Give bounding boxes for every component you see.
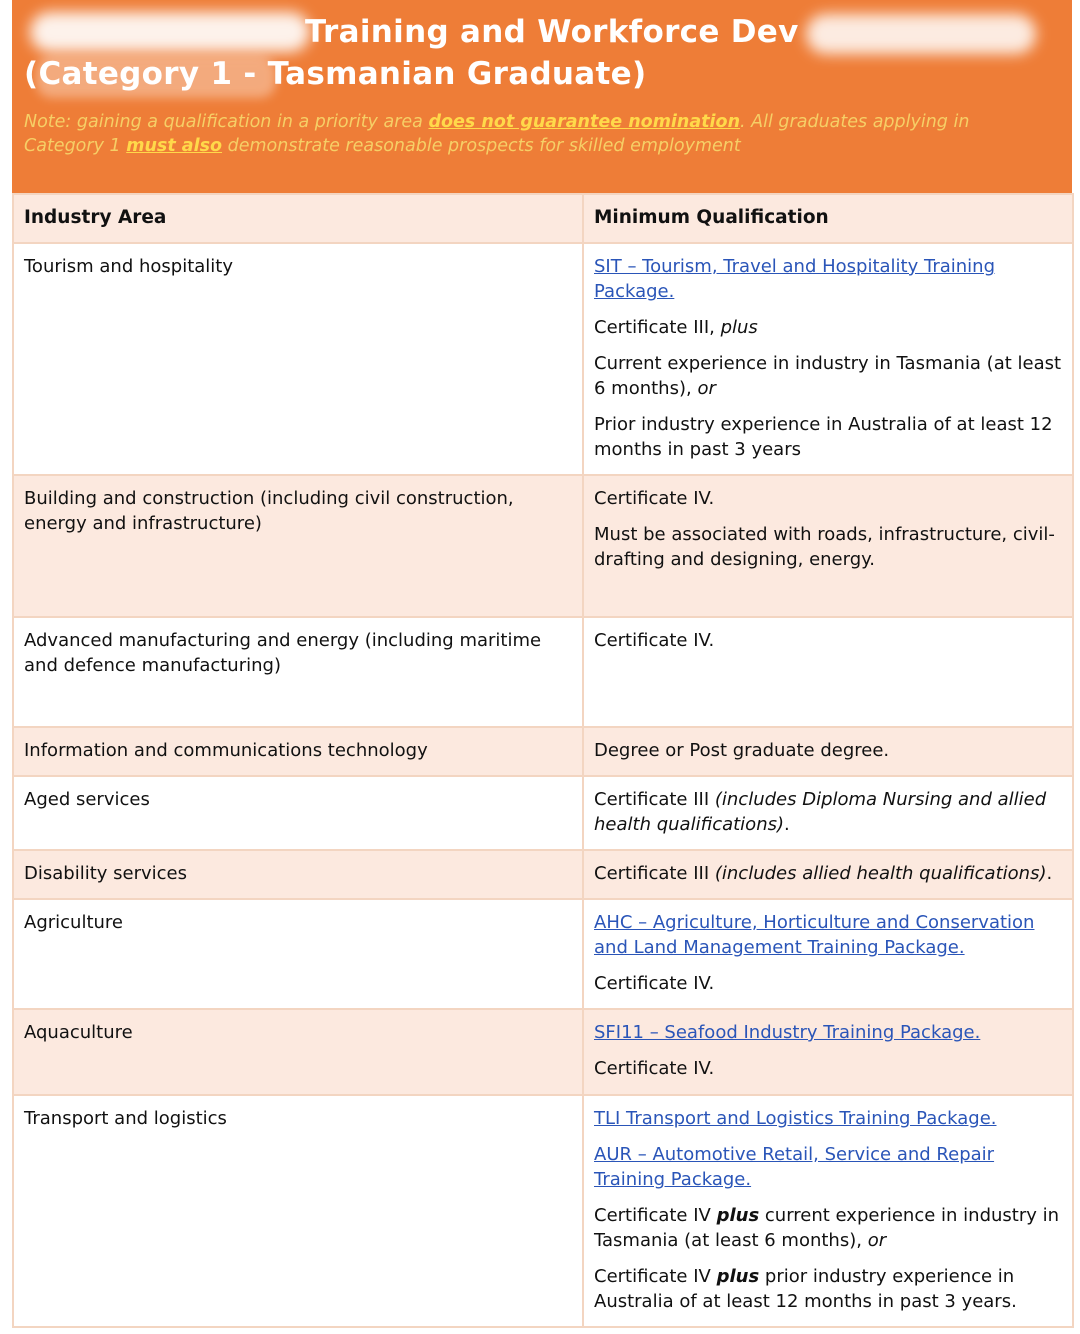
- industry-cell: Aquaculture: [13, 1009, 583, 1095]
- industry-cell: Building and construction (including civil construction, energy and infrastructure): [13, 475, 583, 617]
- qualification-cell: [583, 727, 1073, 776]
- table-row: [13, 727, 1073, 776]
- table-header-row: [13, 194, 1073, 243]
- qualification-text: Certificate IV.: [594, 630, 715, 651]
- qualification-cell: [583, 899, 1073, 1009]
- qualification-text: Prior industry experience in Australia of at least 12 months in past 3 years: [594, 414, 1053, 460]
- qualification-connector: or: [697, 378, 716, 399]
- note-emphasis-must-also: must also: [126, 136, 223, 156]
- qualification-connector: plus: [716, 1205, 760, 1226]
- column-header-qualification: Minimum Qualification: [583, 194, 1073, 243]
- qualification-text: Must be associated with roads, infrastructure, civil-drafting and designing, energy.: [594, 524, 1055, 570]
- qualification-text: Certificate IV.: [594, 973, 715, 994]
- qualification-cell: [583, 475, 1073, 617]
- industry-cell: Aged services: [13, 776, 583, 850]
- qualification-text: Certificate III,: [594, 317, 721, 338]
- qualification-text: Certificate IV.: [594, 1058, 715, 1079]
- qualification-connector: plus: [720, 317, 758, 338]
- header-note: [24, 110, 1044, 158]
- qualification-text: Certificate III: [594, 789, 715, 810]
- note-lead: Note: gaining a qualification in a priority area: [24, 112, 429, 132]
- training-package-link[interactable]: AHC – Agriculture, Horticulture and Conservation and Land Management Training Package.: [594, 912, 1035, 958]
- qualification-cell: [583, 1009, 1073, 1095]
- qualification-cell: [583, 617, 1073, 727]
- redacted-title-end: [806, 14, 1036, 54]
- training-package-link[interactable]: SFI11 – Seafood Industry Training Package.: [594, 1022, 981, 1043]
- qualification-note: (includes Diploma Nursing and allied health qualifications): [594, 789, 1047, 835]
- redacted-title-start: [30, 12, 310, 52]
- qualification-cell: [583, 1095, 1073, 1327]
- training-package-link[interactable]: AUR – Automotive Retail, Service and Repair Training Package.: [594, 1144, 995, 1190]
- qualification-connector: plus: [716, 1266, 760, 1287]
- qualification-text: prior industry experience in Australia of at least 12 months in past 3 years.: [594, 1266, 1017, 1312]
- qualification-punct: .: [1046, 863, 1053, 884]
- table-row: [13, 475, 1073, 617]
- qualification-text: Current experience in industry in Tasmania (at least 6 months),: [594, 353, 1062, 399]
- table-row: [13, 243, 1073, 475]
- table-row: [13, 1009, 1073, 1095]
- qualification-cell: [583, 243, 1073, 475]
- table-row: [13, 617, 1073, 727]
- qualification-cell: [583, 850, 1073, 899]
- table-row: [13, 1095, 1073, 1327]
- industry-cell: Transport and logistics: [13, 1095, 583, 1327]
- industry-cell: Agriculture: [13, 899, 583, 1009]
- page-header: [12, 0, 1072, 193]
- training-package-link[interactable]: SIT – Tourism, Travel and Hospitality Training Package.: [594, 256, 996, 302]
- industry-cell: Disability services: [13, 850, 583, 899]
- qualification-cell: [583, 776, 1073, 850]
- qualification-text: Certificate IV: [594, 1266, 717, 1287]
- page-subtitle: (Category 1 - Tasmanian Graduate): [24, 56, 647, 92]
- table-row: [13, 776, 1073, 850]
- training-package-link[interactable]: TLI Transport and Logistics Training Package.: [594, 1108, 997, 1129]
- column-header-industry: Industry Area: [13, 194, 583, 243]
- qualification-text: current experience in industry in Tasmania (at least 6 months),: [594, 1205, 1060, 1251]
- qualification-punct: .: [784, 814, 790, 835]
- industry-cell: Information and communications technology: [13, 727, 583, 776]
- note-middle: . All graduates applying in Category 1: [24, 112, 970, 156]
- qualification-text: Certificate III: [594, 863, 715, 884]
- page-title: Training and Workforce Dev: [305, 14, 799, 50]
- table-row: [13, 899, 1073, 1009]
- industry-cell: Advanced manufacturing and energy (including maritime and defence manufacturing): [13, 617, 583, 727]
- qualification-note: (includes allied health qualifications): [714, 863, 1047, 884]
- qualification-text: Degree or Post graduate degree.: [594, 740, 890, 761]
- qualification-table: [12, 193, 1074, 1328]
- note-emphasis-nomination: does not guarantee nomination: [428, 112, 741, 132]
- table-row: [13, 850, 1073, 899]
- qualification-text: Certificate IV.: [594, 488, 715, 509]
- qualification-text: Certificate IV: [594, 1205, 717, 1226]
- qualification-connector: or: [867, 1230, 887, 1251]
- note-tail: demonstrate reasonable prospects for skilled employment: [222, 136, 741, 156]
- industry-cell: Tourism and hospitality: [13, 243, 583, 475]
